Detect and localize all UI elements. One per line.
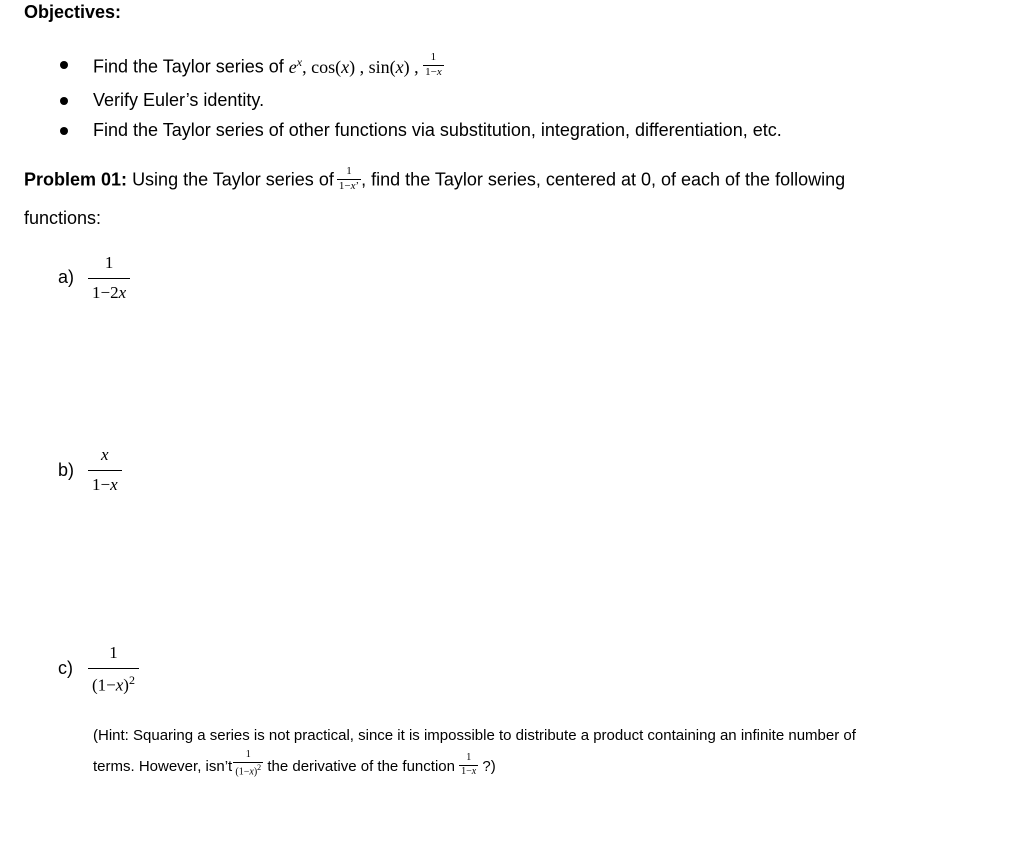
problem-fraction <box>337 166 361 192</box>
objective-1-math <box>288 51 444 78</box>
fraction-denominator: 1−x’ <box>338 179 360 192</box>
sin-arg: x <box>395 56 404 77</box>
objective-item-2: Verify Euler’s identity. <box>93 90 265 110</box>
part-c-expression <box>88 642 139 698</box>
fraction-numerator: 1 <box>466 752 472 764</box>
hint-line-1: (Hint: Squaring a series is not practical, since it is impossible to distribute a product containing an infinite number of <box>93 727 856 744</box>
part-b-expression <box>88 444 122 497</box>
part-c-label: c) <box>58 658 73 678</box>
objective-item-3: Find the Taylor series of other functions via substitution, integration, differentiation, etc. <box>93 120 782 140</box>
problem-text-after: find the Taylor series, centered at 0, of each of the following <box>371 169 846 190</box>
fraction-denominator: 1−x <box>461 765 477 777</box>
problem-comma: , <box>361 169 367 190</box>
sin-prefix: ) , sin( <box>349 56 396 77</box>
bullet-icon <box>60 97 68 105</box>
objective-1-text: Find the Taylor series of <box>93 56 284 77</box>
hint-text-mid: the derivative of the function <box>267 757 455 775</box>
part-a-label: a) <box>58 267 75 287</box>
part-b-fraction <box>88 444 122 497</box>
fraction-numerator: x <box>101 445 109 464</box>
cos-arg: x <box>341 56 350 77</box>
problem-text-before: Using the Taylor series of <box>132 169 334 190</box>
fraction-numerator: 1 <box>430 51 437 63</box>
hint-text-end: ?) <box>482 757 496 775</box>
hint-fraction-1 <box>233 750 263 777</box>
fraction-denominator: $(1-x)^2$ <box>92 672 135 695</box>
problem-label: Problem 01: <box>24 169 128 190</box>
part-a-expression <box>88 252 130 305</box>
hint-text-start: terms. However, isn’t <box>93 757 233 775</box>
part-a-fraction <box>88 252 130 305</box>
fraction-numerator: 1 <box>346 165 352 177</box>
e-symbol: e <box>288 56 297 77</box>
fraction-denominator: 1−x <box>92 474 118 494</box>
sin-suffix: ) , <box>403 56 419 77</box>
part-b-label: b) <box>58 460 75 480</box>
fraction-denominator: 1−2x <box>92 282 127 302</box>
fraction-denominator: 1−x <box>425 65 442 78</box>
problem-statement-line-2: functions: <box>24 208 102 228</box>
fraction-one-over-one-minus-x <box>423 52 444 78</box>
hint-fraction-2 <box>459 753 478 777</box>
fraction-bar <box>88 470 122 471</box>
exponent-x: x <box>296 54 303 69</box>
objective-item-1 <box>93 52 444 78</box>
fraction-numerator: 1 <box>109 643 118 662</box>
hint-line-2 <box>93 750 496 777</box>
cos-prefix: , cos( <box>302 56 342 77</box>
problem-statement <box>24 166 845 192</box>
part-c-fraction <box>88 642 139 698</box>
fraction-numerator: 1 <box>104 253 114 272</box>
fraction-bar <box>88 668 139 669</box>
bullet-icon <box>60 61 68 69</box>
page-heading: Objectives: <box>24 2 122 22</box>
bullet-icon <box>60 127 68 135</box>
fraction-bar <box>88 278 130 279</box>
fraction-numerator: 1 <box>245 749 251 760</box>
fraction-denominator: $(1-x)^2$ <box>235 762 262 777</box>
